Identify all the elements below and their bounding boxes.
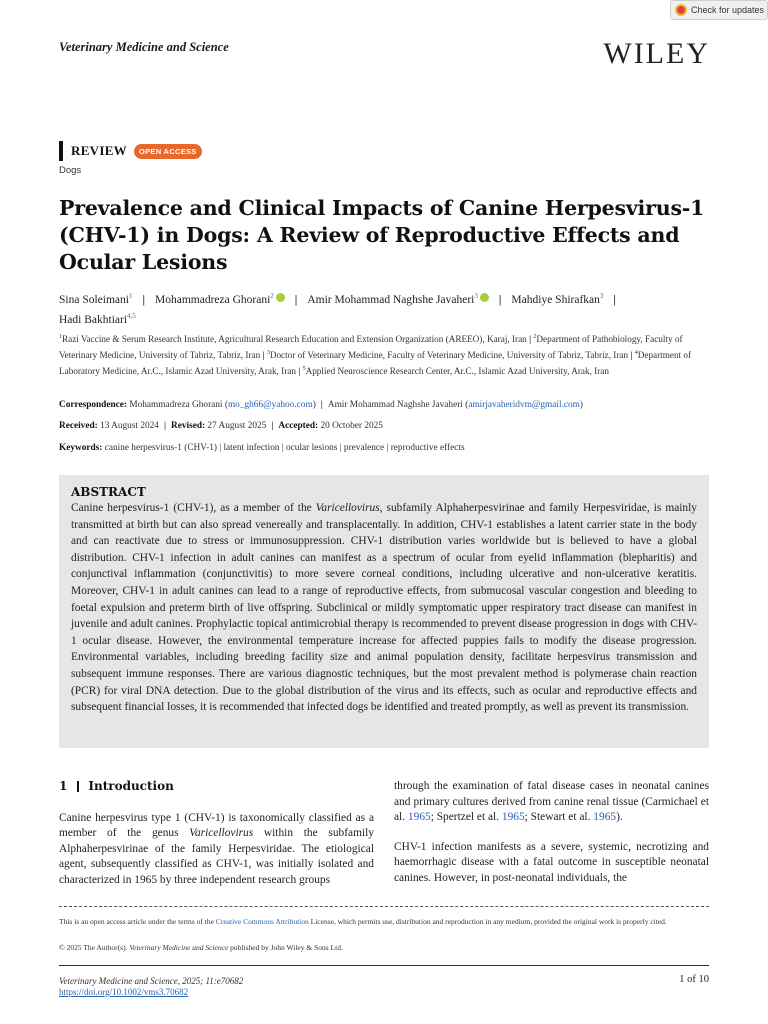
section-title: Introduction — [88, 779, 174, 793]
author-name[interactable]: Mahdiye Shirafkan — [511, 293, 600, 306]
affiliation: Applied Neuroscience Research Center, Ar.C., Islamic Azad University, Arak, Iran — [305, 365, 609, 376]
abstract-box — [59, 475, 709, 748]
orcid-icon[interactable] — [276, 293, 285, 302]
author-name[interactable]: Mohammadreza Ghorani — [155, 293, 271, 306]
section-tag: Dogs — [59, 165, 82, 176]
article-type-bar — [59, 141, 63, 161]
license-note: This is an open access article under the terms of the Creative Commons Attribution License, which permits use, distribution and reproduction in any medium, provided the original work is properly cited. — [59, 917, 667, 926]
copyright-note: © 2025 The Author(s). Veterinary Medicine and Science published by John Wiley & Sons Ltd. — [59, 943, 343, 952]
check-updates-label: Check for updates — [691, 5, 765, 15]
keywords-line: Keywords: canine herpesvirus-1 (CHV-1) | latent infection | ocular lesions | prevalence | reproductive effects — [59, 443, 465, 453]
footer-divider — [59, 965, 709, 966]
article-title: Prevalence and Clinical Impacts of Canine Herpesvirus-1 (CHV-1) in Dogs: A Review of Reproductive Effects and Ocular Lesions — [59, 196, 705, 274]
author-name[interactable]: Amir Mohammad Naghshe Javaheri — [307, 293, 475, 306]
author-affiliation-ref[interactable]: 4,5 — [127, 311, 136, 320]
affiliation: Razi Vaccine & Serum Research Institute, Agricultural Research Education and Extension Organization (AREEO), Karaj, Iran — [62, 334, 527, 345]
footnote-divider — [59, 906, 709, 907]
orcid-icon[interactable] — [480, 293, 489, 302]
body-paragraph: CHV-1 infection manifests as a severe, systemic, necrotizing and haemorrhagic disease with a fatal outcome in susceptible neonatal canines. However, in post-neonatal individuals, the — [394, 840, 709, 884]
keyword[interactable]: reproductive effects — [390, 443, 465, 453]
body-paragraph: through the examination of fatal disease cases in neonatal canines and primary cultures derived from canine renal tissue (Carmichael et al. 1965; Spertzel et al. 1965; Stewart et al. 1965). — [394, 780, 709, 823]
body-column-left — [59, 779, 374, 888]
body-paragraph: Canine herpesvirus type 1 (CHV-1) is taxonomically classified as a member of the genus Varicellovirus within the subfamily Alphaherpesvirinae of the family Herpesviridae. The etiological agent, subsequently classified as CHV-1, was initially isolated and characterized in 1965 by three independent research groups — [59, 811, 374, 886]
author-name[interactable]: Sina Soleimani — [59, 293, 129, 306]
dates-line: Received: 13 August 2024 | Revised: 27 August 2025 | Accepted: 20 October 2025 — [59, 421, 383, 431]
reference-link[interactable]: 1965 — [501, 811, 525, 823]
author-list: Sina Soleimani$^1$ | Mohammadreza Ghorani$^2$ | Amir Mohammad Naghshe Javaheri$^3$ | Mahdiye Shirafkan$^3$ | Hadi Bakhtiari$^{4,5}$ — [59, 292, 616, 326]
correspondence-line: Correspondence: Mohammadreza Ghorani (mo_gh66@yahoo.com) | Amir Mohammad Naghshe Javaheri (amirjavaheridvm@gmail.com) — [59, 400, 583, 410]
email-link[interactable]: amirjavaheridvm@gmail.com — [468, 400, 580, 410]
page-number: 1 of 10 — [679, 974, 709, 985]
email-link[interactable]: mo_gh66@yahoo.com — [227, 400, 313, 410]
doi-link[interactable]: https://doi.org/10.1002/vms3.70682 — [59, 987, 189, 997]
keyword[interactable]: canine herpesvirus-1 (CHV-1) — [104, 443, 217, 453]
affiliation: Department of Laboratory Medicine, Ar.C., Islamic Azad University, Arak, Iran — [59, 349, 692, 376]
keyword[interactable]: ocular lesions — [286, 443, 338, 453]
affiliation: Doctor of Veterinary Medicine, Faculty of Veterinary Medicine, University of Tabriz, Tabriz, Iran — [269, 349, 629, 360]
license-link[interactable]: Creative Commons Attribution — [215, 917, 309, 926]
affiliation: Department of Pathobiology, Faculty of Veterinary Medicine, University of Tabriz, Tabriz, Iran — [59, 334, 683, 360]
abstract-text: Canine herpesvirus-1 (CHV-1), as a member of the Varicellovirus, subfamily Alphaherpesvirinae and family Herpesviridae, is mainly transmitted at birth but can also spread venereally and transplacentally. In addition, CHV-1 establishes a latent carrier state in the body and can reactivate due to stress or immunosuppression. CHV-1 distribution varies worldwide but is believed to have a global distribution. CHV-1 infection in adult canines can manifest as a spectrum of ocular from eyelid inflammation (blepharitis) and conjunctival inflammation (conjunctivitis) to more severe corneal conditions, including ulcerative and non-ulcerative keratitis. Moreover, CHV-1 in adult canines can lead to a range of reproductive effects, from submucosal vascular congestion and bleeding to foetal expulsion and preterm birth of live offspring. Subclinical or mildly symptomatic upper respiratory tract disease can manifest in juvenile and adult canines. Prophylactic topical antimicrobial therapy is recommended to prevent disease progression in dogs with CHV-1 ocular disease. However, the environmental temperature increase for affected puppies fails to modify the disease progression. Environmental variables, including breeding facility size and animal population density, facilitate herpesvirus transmission and subsequent immune responses. There are various diagnostic techniques, but the most prevalent method is polymerase chain reaction (PCR) for viral DNA detection. Due to the global distribution of the virus and its effects, such as ocular and reproductive effects and subsequent financial losses, it is recommended that infected dogs be identified and treated promptly, as well as prevent its transmission. — [71, 502, 697, 714]
section-heading — [59, 779, 374, 795]
keyword[interactable]: prevalence — [343, 443, 385, 453]
affiliations: $^1$Razi Vaccine & Serum Research Institute, Agricultural Research Education and Extension Organization (AREEO), Karaj, Iran | $^2$Department of Pathobiology, Faculty of Veterinary Medicine, University of Tabriz, Tabriz, Iran | $^3$Doctor of Veterinary Medicine, Faculty of Veterinary Medicine, University of Tabriz, Tabriz, Iran | $^4$Department of Laboratory Medicine, Ar.C., Islamic Azad University, Arak, Iran | $^5$Applied Neuroscience Research Center, Ar.C., Islamic Azad University, Arak, Iran — [59, 334, 692, 376]
author-affiliation-ref[interactable]: 3 — [474, 292, 478, 300]
check-updates-icon — [675, 4, 687, 16]
publisher-logo: WILEY — [603, 37, 710, 70]
section-number: 1 — [59, 779, 68, 793]
journal-citation: Veterinary Medicine and Science, 2025; 11:e70682 — [59, 976, 244, 986]
revised-date: 27 August 2025 — [207, 421, 267, 431]
received-date: 13 August 2024 — [100, 421, 159, 431]
check-for-updates-button[interactable] — [670, 0, 768, 20]
accepted-date: 20 October 2025 — [320, 421, 383, 431]
open-access-badge: OPEN ACCESS — [134, 144, 202, 159]
article-type-row — [59, 141, 202, 161]
author-affiliation-ref[interactable]: 1 — [128, 292, 133, 300]
journal-name: Veterinary Medicine and Science — [59, 40, 229, 54]
author-name[interactable]: Hadi Bakhtiari — [59, 313, 128, 326]
body-column-right — [394, 779, 709, 886]
author-affiliation-ref[interactable]: 2 — [270, 292, 274, 300]
reference-link[interactable]: 1965 — [593, 811, 617, 823]
abstract-heading: ABSTRACT — [71, 485, 146, 499]
article-type-label: REVIEW — [71, 143, 127, 158]
reference-link[interactable]: 1965 — [407, 811, 431, 823]
author-affiliation-ref[interactable]: 3 — [599, 292, 604, 300]
keyword[interactable]: latent infection — [223, 443, 280, 453]
